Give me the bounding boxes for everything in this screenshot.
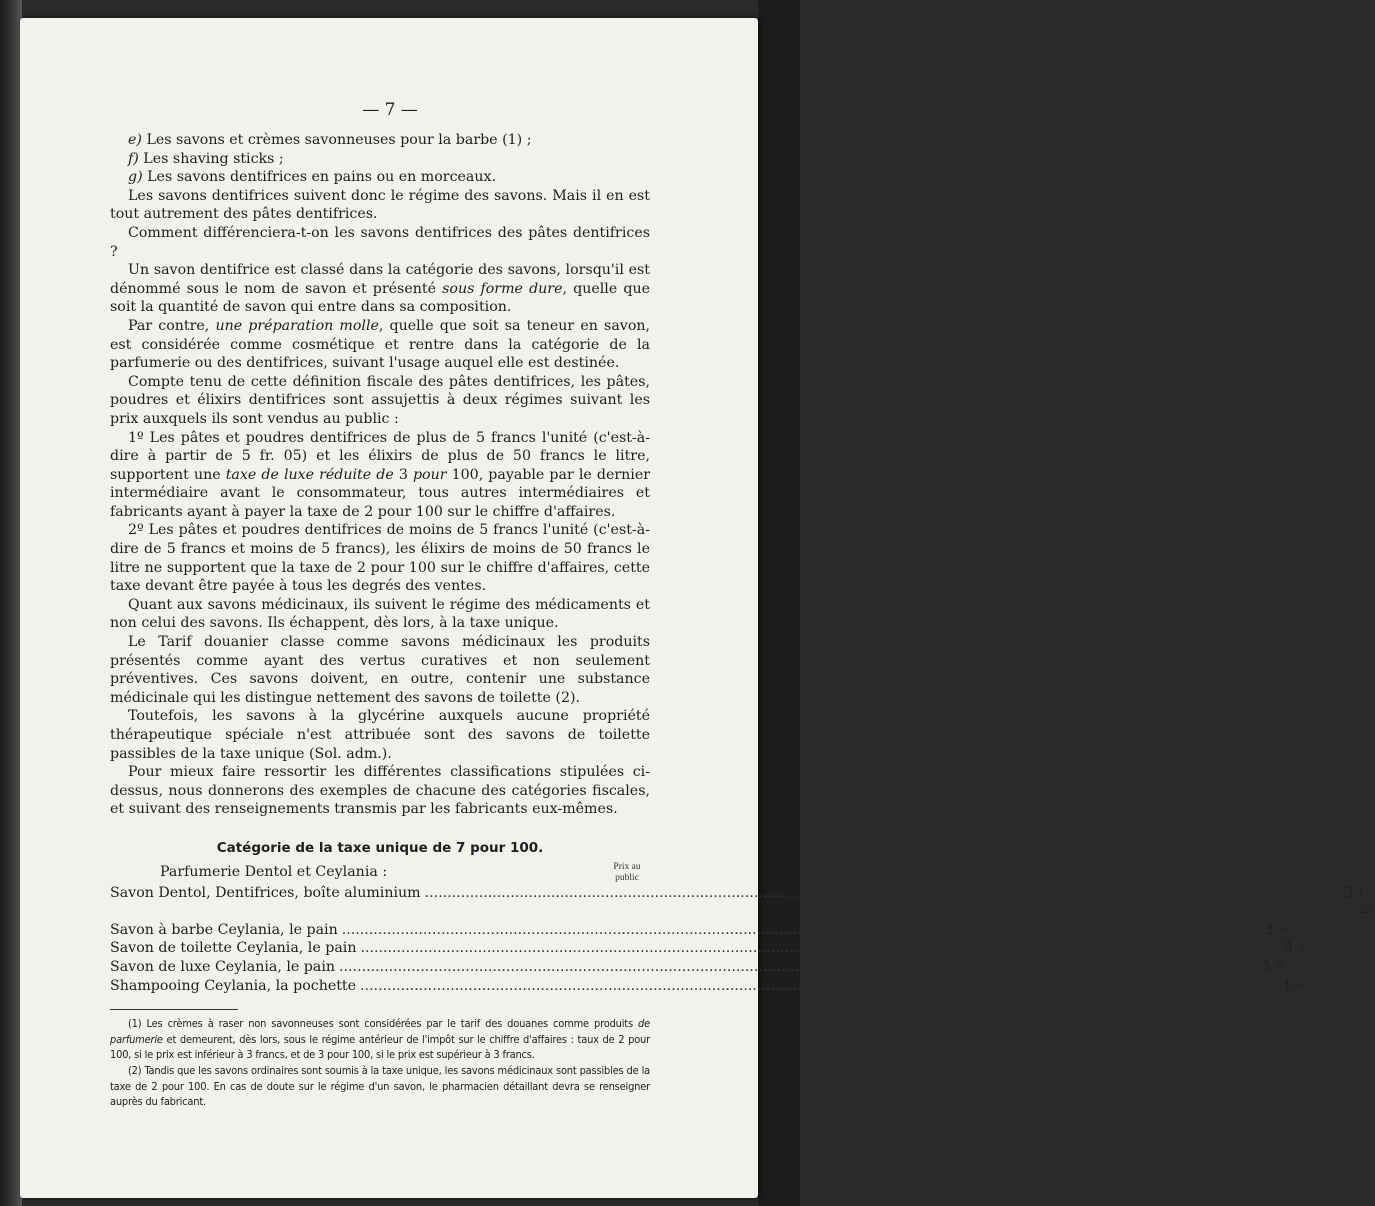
price-unit: » <box>1277 960 1284 972</box>
paragraph: Un savon dentifrice est classé dans la catégorie des savons, lorsqu'il est dénommé sous le nom de savon et présenté sous forme dure, quelle que soit la quantité de savon qui entre dans sa composition. <box>110 262 650 316</box>
right-background <box>758 0 800 1206</box>
price-row <box>110 884 1373 921</box>
price-unit: » <box>1298 979 1305 991</box>
product-name: Shampooing Ceylania, la pochette <box>110 977 357 994</box>
list-item-f: f) Les shaving sticks ; <box>128 150 284 167</box>
price-row <box>110 958 1284 977</box>
price-row <box>110 939 1305 958</box>
page-content <box>110 131 1373 1110</box>
product-name: Savon de luxe Ceylania, le pain <box>110 958 336 975</box>
dot-leader: ........................................................................................................................................................................................................ <box>339 958 1241 975</box>
price-value: 5 <box>1261 958 1271 975</box>
paragraph: Le Tarif douanier classe comme savons médicinaux les produits présentés comme ayant des vertus curatives et non seulement préventives. Ces savons doivent, en outre, contenir une substance médicinale qui les distingue nettement des savons de toilette (2). <box>110 634 650 706</box>
price-rows <box>110 884 1373 996</box>
paragraph: Les savons dentifrices suivent donc le régime des savons. Mais il en est tout autrement des pâtes dentifrices. <box>110 187 650 223</box>
product-name: Savon de toilette Ceylania, le pain <box>110 940 357 957</box>
price-value: 1 <box>1282 977 1292 994</box>
footnote-rule <box>110 1009 238 1010</box>
product-price <box>1248 921 1286 940</box>
price-unit: » <box>1279 923 1286 935</box>
dot-leader: ........................................................................................................................................................................................................ <box>341 921 1244 938</box>
paragraph: Compte tenu de cette définition fiscale des pâtes dentifrices, les pâtes, poudres et élixirs dentifrices sont assujettis à deux régimes suivant les prix auxquels ils sont vendus au public : <box>110 373 650 427</box>
price-table-header <box>110 862 650 884</box>
paragraph: 2º Les pâtes et poudres dentifrices de moins de 5 francs l'unité (c'est-à-dire de 5 francs et moins de 5 francs), les élixirs de moins de 50 francs le litre ne supportent que la taxe de 2 pour 100 sur le chiffre d'affaires, cette taxe devant être payée à tous les degrés des ventes. <box>110 522 650 595</box>
brand-label: Parfumerie Dentol et Ceylania : <box>160 863 388 880</box>
product-name: Savon Dentol, Dentifrices, boîte aluminium <box>110 884 421 901</box>
footnotes <box>110 1016 650 1110</box>
product-price <box>1331 884 1375 921</box>
section-title: Catégorie de la taxe unique de 7 pour 100. <box>216 839 544 856</box>
paragraph: Quant aux savons médicinaux, ils suivent le régime des médicaments et non celui des savons. Ils échappent, dès lors, à la taxe unique. <box>110 596 650 632</box>
paragraph: Pour mieux faire ressortir les différentes classifications stipulées ci-dessus, nous donnerons des exemples de chacune des catégories fiscales, et suivant des renseignements transmis par les fabricants eux-mêmes. <box>110 764 650 818</box>
price-value: 3 <box>1283 940 1293 957</box>
list-item-e: e) Les savons et crèmes savonneuses pour la barbe (1) ; <box>128 132 532 148</box>
paragraph: Par contre, une préparation molle, quelle que soit sa teneur en savon, est considérée comme cosmétique et rentre dans la catégorie de la parfumerie ou des dentifrices, suivant l'usage auquel elle est destinée. <box>110 317 651 372</box>
list-item-g: g) Les savons dentifrices en pains ou en morceaux. <box>128 169 497 186</box>
footnote-1: (1) Les crèmes à raser non savonneuses sont considérées par le tarif des douanes comme produits de parfumerie et demeurent, dès lors, sous le régime antérieur de l'impôt sur le chiffre d'affaires : taux de 2 pour 100, si le prix est inférieur à 3 francs, et de 3 pour 100, si le prix est supérieur à 3 francs. <box>110 1017 650 1062</box>
paragraph: 1º Les pâtes et poudres dentifrices de plus de 5 francs l'unité (c'est-à-dire à partir de 5 fr. 05) et les élixirs de plus de 50 francs le litre, supportent une taxe de luxe réduite de 3 pour 100, payable par le dernier intermédiaire avant le consommateur, tous autres intermédiaires et fabricants ayant à payer la taxe de 2 pour 100 sur le chiffre d'affaires. <box>110 429 650 520</box>
price-row <box>110 921 1286 940</box>
footnote-2: (2) Tandis que les savons ordinaires sont soumis à la taxe unique, les savons médicinaux sont passibles de la taxe de 2 pour 100. En cas de doute sur le régime d'un savon, le pharmacien détaillant devra se renseigner auprès du fabricant. <box>110 1063 650 1109</box>
product-price <box>1245 958 1283 977</box>
product-price <box>1266 977 1304 996</box>
page-number: — 7 — <box>362 100 418 120</box>
paragraph: Comment différenciera-t-on les savons dentifrices des pâtes dentifrices ? <box>110 224 650 260</box>
product-name: Savon à barbe Ceylania, le pain <box>110 921 338 938</box>
price-table <box>110 861 1373 996</box>
price-unit: » <box>1298 942 1305 954</box>
price-value: 3 <box>1264 921 1274 938</box>
left-page-edge <box>0 0 22 1206</box>
dot-leader: ........................................................................................................................................................................................................ <box>360 940 1263 957</box>
product-price <box>1266 939 1304 958</box>
price-row <box>110 977 1305 996</box>
price-value: 3 <box>1344 884 1354 901</box>
dot-leader: ........................................................................................................................................................................................................ <box>360 977 1262 994</box>
dot-leader: ........................................................................................................................................................................................................ <box>424 884 1327 901</box>
paragraph: Toutefois, les savons à la glycérine auxquels aucune propriété thérapeutique spéciale n'est attribuée sont des savons de toilette passibles de la taxe unique (Sol. adm.). <box>110 708 650 762</box>
price-column-header: Prix au public <box>613 861 641 883</box>
price-unit: f 25 <box>1359 886 1373 917</box>
